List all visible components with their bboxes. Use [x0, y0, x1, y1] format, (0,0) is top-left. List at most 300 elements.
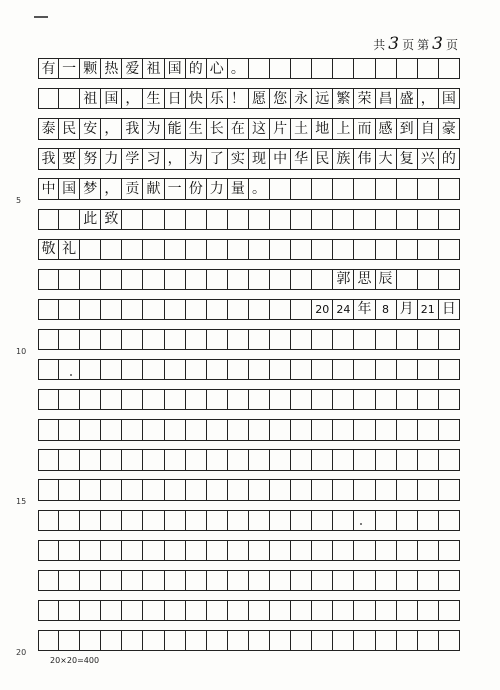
grid-cell — [270, 540, 291, 561]
grid-cell — [397, 239, 418, 260]
grid-cell — [376, 58, 397, 79]
grid-cell — [397, 510, 418, 531]
grid-cell — [376, 600, 397, 621]
grid-cell — [291, 540, 312, 561]
grid-cell — [439, 239, 460, 260]
paper-speck — [70, 374, 72, 376]
grid-cell — [376, 359, 397, 380]
grid-cell — [207, 329, 228, 350]
grid-cell — [165, 540, 186, 561]
grid-cell — [291, 570, 312, 591]
grid-cell — [228, 510, 249, 531]
grid-cell — [80, 630, 101, 651]
grid-cell — [143, 479, 164, 500]
grid-cell — [418, 419, 439, 440]
grid-cell: 力 — [207, 178, 228, 199]
grid-cell — [228, 239, 249, 260]
grid-cell — [291, 178, 312, 199]
grid-cell — [165, 239, 186, 260]
grid-cell: ， — [122, 88, 143, 109]
grid-cell — [333, 449, 354, 470]
grid-cell — [439, 449, 460, 470]
grid-cell — [207, 630, 228, 651]
grid-cell: ， — [101, 178, 122, 199]
grid-cell: 的 — [439, 148, 460, 169]
grid-cell: 爱 — [122, 58, 143, 79]
grid-cell — [165, 570, 186, 591]
grid-cell — [333, 58, 354, 79]
grid-size-note: 20×20=400 — [50, 656, 100, 665]
grid-cell: 24 — [333, 299, 354, 320]
grid-row — [38, 299, 460, 320]
line-number: 5 — [16, 196, 22, 206]
grid-cell: ！ — [228, 88, 249, 109]
grid-cell: 量 — [228, 178, 249, 199]
grid-cell: 我 — [122, 118, 143, 139]
grid-cell — [228, 449, 249, 470]
grid-cell: 荣 — [354, 88, 375, 109]
page-counter — [373, 34, 458, 54]
grid-cell — [291, 449, 312, 470]
paper-speck — [360, 523, 362, 525]
grid-cell: 伟 — [354, 148, 375, 169]
grid-cell: ， — [165, 148, 186, 169]
grid-cell: 这 — [249, 118, 270, 139]
grid-cell: 贡 — [122, 178, 143, 199]
grid-cell — [418, 239, 439, 260]
grid-cell — [228, 269, 249, 290]
grid-cell — [333, 239, 354, 260]
grid-cell — [291, 479, 312, 500]
grid-cell — [186, 540, 207, 561]
grid-cell — [59, 449, 80, 470]
grid-cell — [165, 510, 186, 531]
line-number: 20 — [16, 647, 27, 657]
grid-cell — [333, 419, 354, 440]
grid-cell — [354, 600, 375, 621]
grid-cell — [376, 510, 397, 531]
grid-cell — [249, 209, 270, 230]
grid-cell: 20 — [312, 299, 333, 320]
grid-row — [38, 148, 460, 169]
grid-cell: 日 — [165, 88, 186, 109]
grid-cell — [165, 479, 186, 500]
grid-cell — [333, 178, 354, 199]
grid-cell — [228, 389, 249, 410]
grid-cell — [122, 269, 143, 290]
grid-cell — [186, 570, 207, 591]
grid-cell — [354, 209, 375, 230]
grid-cell: ， — [101, 118, 122, 139]
grid-cell — [165, 329, 186, 350]
grid-cell — [312, 209, 333, 230]
grid-cell — [228, 419, 249, 440]
grid-cell — [312, 570, 333, 591]
grid-cell: 颗 — [80, 58, 101, 79]
page-total-label: 共 — [373, 38, 386, 52]
grid-cell — [80, 329, 101, 350]
line-number: 10 — [16, 346, 27, 356]
grid-cell: 昌 — [376, 88, 397, 109]
grid-cell: 梦 — [80, 178, 101, 199]
grid-row — [38, 449, 460, 470]
grid-cell: 到 — [397, 118, 418, 139]
page-current-value: 3 — [432, 34, 443, 54]
grid-cell: 一 — [59, 58, 80, 79]
grid-cell — [376, 479, 397, 500]
grid-cell — [38, 479, 59, 500]
grid-cell — [207, 299, 228, 320]
grid-cell: 繁 — [333, 88, 354, 109]
grid-cell — [122, 329, 143, 350]
grid-cell — [207, 540, 228, 561]
grid-cell — [439, 178, 460, 199]
grid-cell — [207, 389, 228, 410]
grid-cell — [38, 269, 59, 290]
grid-cell — [249, 329, 270, 350]
grid-cell: 辰 — [376, 269, 397, 290]
grid-cell — [207, 239, 228, 260]
grid-cell — [207, 510, 228, 531]
grid-cell — [397, 600, 418, 621]
grid-cell: 要 — [59, 148, 80, 169]
grid-cell — [291, 299, 312, 320]
grid-cell — [59, 570, 80, 591]
grid-cell — [186, 269, 207, 290]
grid-cell — [333, 630, 354, 651]
grid-cell — [439, 329, 460, 350]
grid-cell — [312, 540, 333, 561]
grid-cell — [165, 209, 186, 230]
grid-cell — [333, 510, 354, 531]
grid-cell: 而 — [354, 118, 375, 139]
grid-cell: 。 — [228, 58, 249, 79]
grid-cell — [207, 269, 228, 290]
grid-cell: 心 — [207, 58, 228, 79]
grid-cell — [143, 630, 164, 651]
grid-cell — [80, 479, 101, 500]
grid-cell: 的 — [186, 58, 207, 79]
grid-cell — [418, 540, 439, 561]
grid-cell — [101, 570, 122, 591]
grid-cell — [249, 389, 270, 410]
grid-cell — [80, 449, 101, 470]
grid-cell — [418, 329, 439, 350]
grid-cell — [354, 329, 375, 350]
grid-cell — [143, 329, 164, 350]
grid-cell: 中 — [270, 148, 291, 169]
grid-cell: 现 — [249, 148, 270, 169]
grid-cell — [101, 389, 122, 410]
grid-cell — [397, 269, 418, 290]
grid-cell — [101, 630, 122, 651]
grid-cell — [333, 209, 354, 230]
grid-cell — [418, 479, 439, 500]
grid-cell — [312, 630, 333, 651]
grid-cell — [291, 209, 312, 230]
grid-cell — [38, 600, 59, 621]
grid-cell — [207, 209, 228, 230]
grid-cell: 致 — [101, 209, 122, 230]
grid-cell — [80, 389, 101, 410]
grid-cell — [397, 479, 418, 500]
grid-cell — [228, 329, 249, 350]
grid-cell — [270, 359, 291, 380]
grid-cell: 长 — [207, 118, 228, 139]
grid-cell — [376, 209, 397, 230]
grid-cell — [376, 419, 397, 440]
grid-cell — [186, 329, 207, 350]
grid-cell: 了 — [207, 148, 228, 169]
grid-cell — [38, 359, 59, 380]
grid-cell — [397, 449, 418, 470]
grid-cell — [439, 479, 460, 500]
grid-cell — [249, 449, 270, 470]
grid-cell: 祖 — [80, 88, 101, 109]
grid-cell — [270, 178, 291, 199]
grid-cell: ， — [418, 88, 439, 109]
grid-cell: 国 — [439, 88, 460, 109]
grid-cell: 您 — [270, 88, 291, 109]
grid-cell — [312, 58, 333, 79]
grid-cell — [291, 510, 312, 531]
grid-cell — [59, 209, 80, 230]
grid-cell: 中 — [38, 178, 59, 199]
grid-cell — [270, 329, 291, 350]
grid-cell — [80, 359, 101, 380]
grid-cell — [59, 510, 80, 531]
grid-cell — [122, 389, 143, 410]
grid-cell — [38, 389, 59, 410]
grid-cell — [249, 58, 270, 79]
grid-cell: 21 — [418, 299, 439, 320]
grid-cell — [270, 389, 291, 410]
grid-cell — [207, 479, 228, 500]
grid-cell — [291, 389, 312, 410]
grid-cell — [186, 299, 207, 320]
grid-cell — [312, 510, 333, 531]
grid-cell — [101, 419, 122, 440]
grid-cell — [439, 570, 460, 591]
grid-cell — [418, 510, 439, 531]
grid-cell — [439, 58, 460, 79]
grid-cell — [312, 329, 333, 350]
grid-row — [38, 389, 460, 410]
grid-cell — [165, 630, 186, 651]
grid-cell — [418, 359, 439, 380]
grid-cell — [312, 449, 333, 470]
grid-row — [38, 359, 460, 380]
grid-cell — [439, 389, 460, 410]
grid-cell — [143, 239, 164, 260]
grid-cell — [122, 510, 143, 531]
grid-cell — [38, 449, 59, 470]
grid-cell — [312, 178, 333, 199]
grid-cell — [354, 389, 375, 410]
grid-cell: 日 — [439, 299, 460, 320]
grid-cell: 民 — [59, 118, 80, 139]
grid-cell — [397, 178, 418, 199]
grid-cell — [186, 479, 207, 500]
grid-cell — [270, 239, 291, 260]
grid-cell — [439, 540, 460, 561]
grid-cell — [143, 419, 164, 440]
grid-cell — [376, 540, 397, 561]
grid-cell — [143, 510, 164, 531]
grid-cell: 献 — [143, 178, 164, 199]
grid-row — [38, 178, 460, 199]
grid-row — [38, 570, 460, 591]
grid-cell — [59, 479, 80, 500]
grid-cell — [270, 479, 291, 500]
grid-cell — [354, 58, 375, 79]
grid-cell: 努 — [80, 148, 101, 169]
grid-cell — [143, 540, 164, 561]
grid-cell — [397, 419, 418, 440]
grid-cell — [249, 570, 270, 591]
grid-cell — [122, 239, 143, 260]
grid-cell — [418, 269, 439, 290]
grid-cell — [312, 269, 333, 290]
grid-cell — [270, 209, 291, 230]
grid-cell — [80, 510, 101, 531]
grid-cell — [354, 510, 375, 531]
grid-cell: 有 — [38, 58, 59, 79]
grid-cell: 自 — [418, 118, 439, 139]
grid-cell — [143, 299, 164, 320]
grid-cell: 感 — [376, 118, 397, 139]
grid-cell — [291, 359, 312, 380]
grid-cell — [312, 419, 333, 440]
grid-cell — [312, 359, 333, 380]
grid-cell — [291, 419, 312, 440]
grid-cell — [165, 600, 186, 621]
grid-cell — [80, 269, 101, 290]
grid-cell: 学 — [122, 148, 143, 169]
grid-cell — [186, 419, 207, 440]
grid-cell: 大 — [376, 148, 397, 169]
grid-cell — [354, 540, 375, 561]
grid-cell — [270, 419, 291, 440]
grid-cell: 复 — [397, 148, 418, 169]
grid-cell — [122, 479, 143, 500]
grid-row — [38, 58, 460, 79]
grid-cell — [80, 239, 101, 260]
grid-cell: 片 — [270, 118, 291, 139]
grid-cell — [291, 239, 312, 260]
grid-cell: 快 — [186, 88, 207, 109]
grid-cell — [312, 389, 333, 410]
grid-cell — [439, 209, 460, 230]
grid-cell — [101, 239, 122, 260]
grid-cell — [101, 359, 122, 380]
grid-cell — [249, 540, 270, 561]
grid-cell — [186, 449, 207, 470]
grid-cell — [397, 329, 418, 350]
grid-cell — [270, 510, 291, 531]
grid-cell — [228, 570, 249, 591]
grid-cell — [228, 600, 249, 621]
grid-cell: 为 — [143, 118, 164, 139]
grid-cell — [354, 449, 375, 470]
grid-row — [38, 479, 460, 500]
grid-cell: 月 — [397, 299, 418, 320]
grid-cell — [270, 299, 291, 320]
grid-cell — [122, 209, 143, 230]
grid-cell: 礼 — [59, 239, 80, 260]
grid-cell: 8 — [376, 299, 397, 320]
grid-cell — [376, 329, 397, 350]
grid-cell — [439, 359, 460, 380]
grid-cell — [354, 630, 375, 651]
grid-cell — [333, 479, 354, 500]
grid-cell: 土 — [291, 118, 312, 139]
grid-cell: 国 — [165, 58, 186, 79]
grid-cell — [207, 570, 228, 591]
grid-cell — [249, 239, 270, 260]
grid-cell: 乐 — [207, 88, 228, 109]
grid-cell — [143, 359, 164, 380]
grid-cell — [418, 209, 439, 230]
grid-row — [38, 540, 460, 561]
grid-cell — [270, 269, 291, 290]
grid-cell — [291, 58, 312, 79]
page-total-value: 3 — [388, 34, 400, 54]
grid-cell: 我 — [38, 148, 59, 169]
grid-cell — [59, 419, 80, 440]
grid-cell — [439, 600, 460, 621]
grid-cell — [249, 600, 270, 621]
grid-cell — [354, 570, 375, 591]
grid-row — [38, 239, 460, 260]
grid-cell — [101, 540, 122, 561]
grid-cell — [143, 570, 164, 591]
grid-cell — [397, 540, 418, 561]
grid-row — [38, 630, 460, 651]
grid-cell — [38, 209, 59, 230]
grid-cell: 安 — [80, 118, 101, 139]
grid-cell: 实 — [228, 148, 249, 169]
grid-cell — [80, 299, 101, 320]
grid-cell — [186, 510, 207, 531]
grid-cell — [101, 299, 122, 320]
grid-cell — [165, 389, 186, 410]
grid-cell — [122, 630, 143, 651]
grid-row — [38, 600, 460, 621]
grid-cell — [270, 449, 291, 470]
grid-cell — [59, 630, 80, 651]
grid-cell — [228, 359, 249, 380]
grid-cell — [291, 600, 312, 621]
grid-cell — [228, 299, 249, 320]
grid-cell: 热 — [101, 58, 122, 79]
grid-cell — [376, 449, 397, 470]
grid-cell — [270, 630, 291, 651]
grid-cell: 生 — [186, 118, 207, 139]
grid-cell — [397, 209, 418, 230]
grid-cell — [38, 88, 59, 109]
grid-cell — [312, 239, 333, 260]
grid-row — [38, 209, 460, 230]
grid-cell: 在 — [228, 118, 249, 139]
grid-cell — [354, 178, 375, 199]
grid-cell — [270, 570, 291, 591]
grid-cell — [291, 630, 312, 651]
grid-cell: 族 — [333, 148, 354, 169]
grid-cell — [122, 419, 143, 440]
grid-cell — [122, 540, 143, 561]
grid-cell — [249, 299, 270, 320]
